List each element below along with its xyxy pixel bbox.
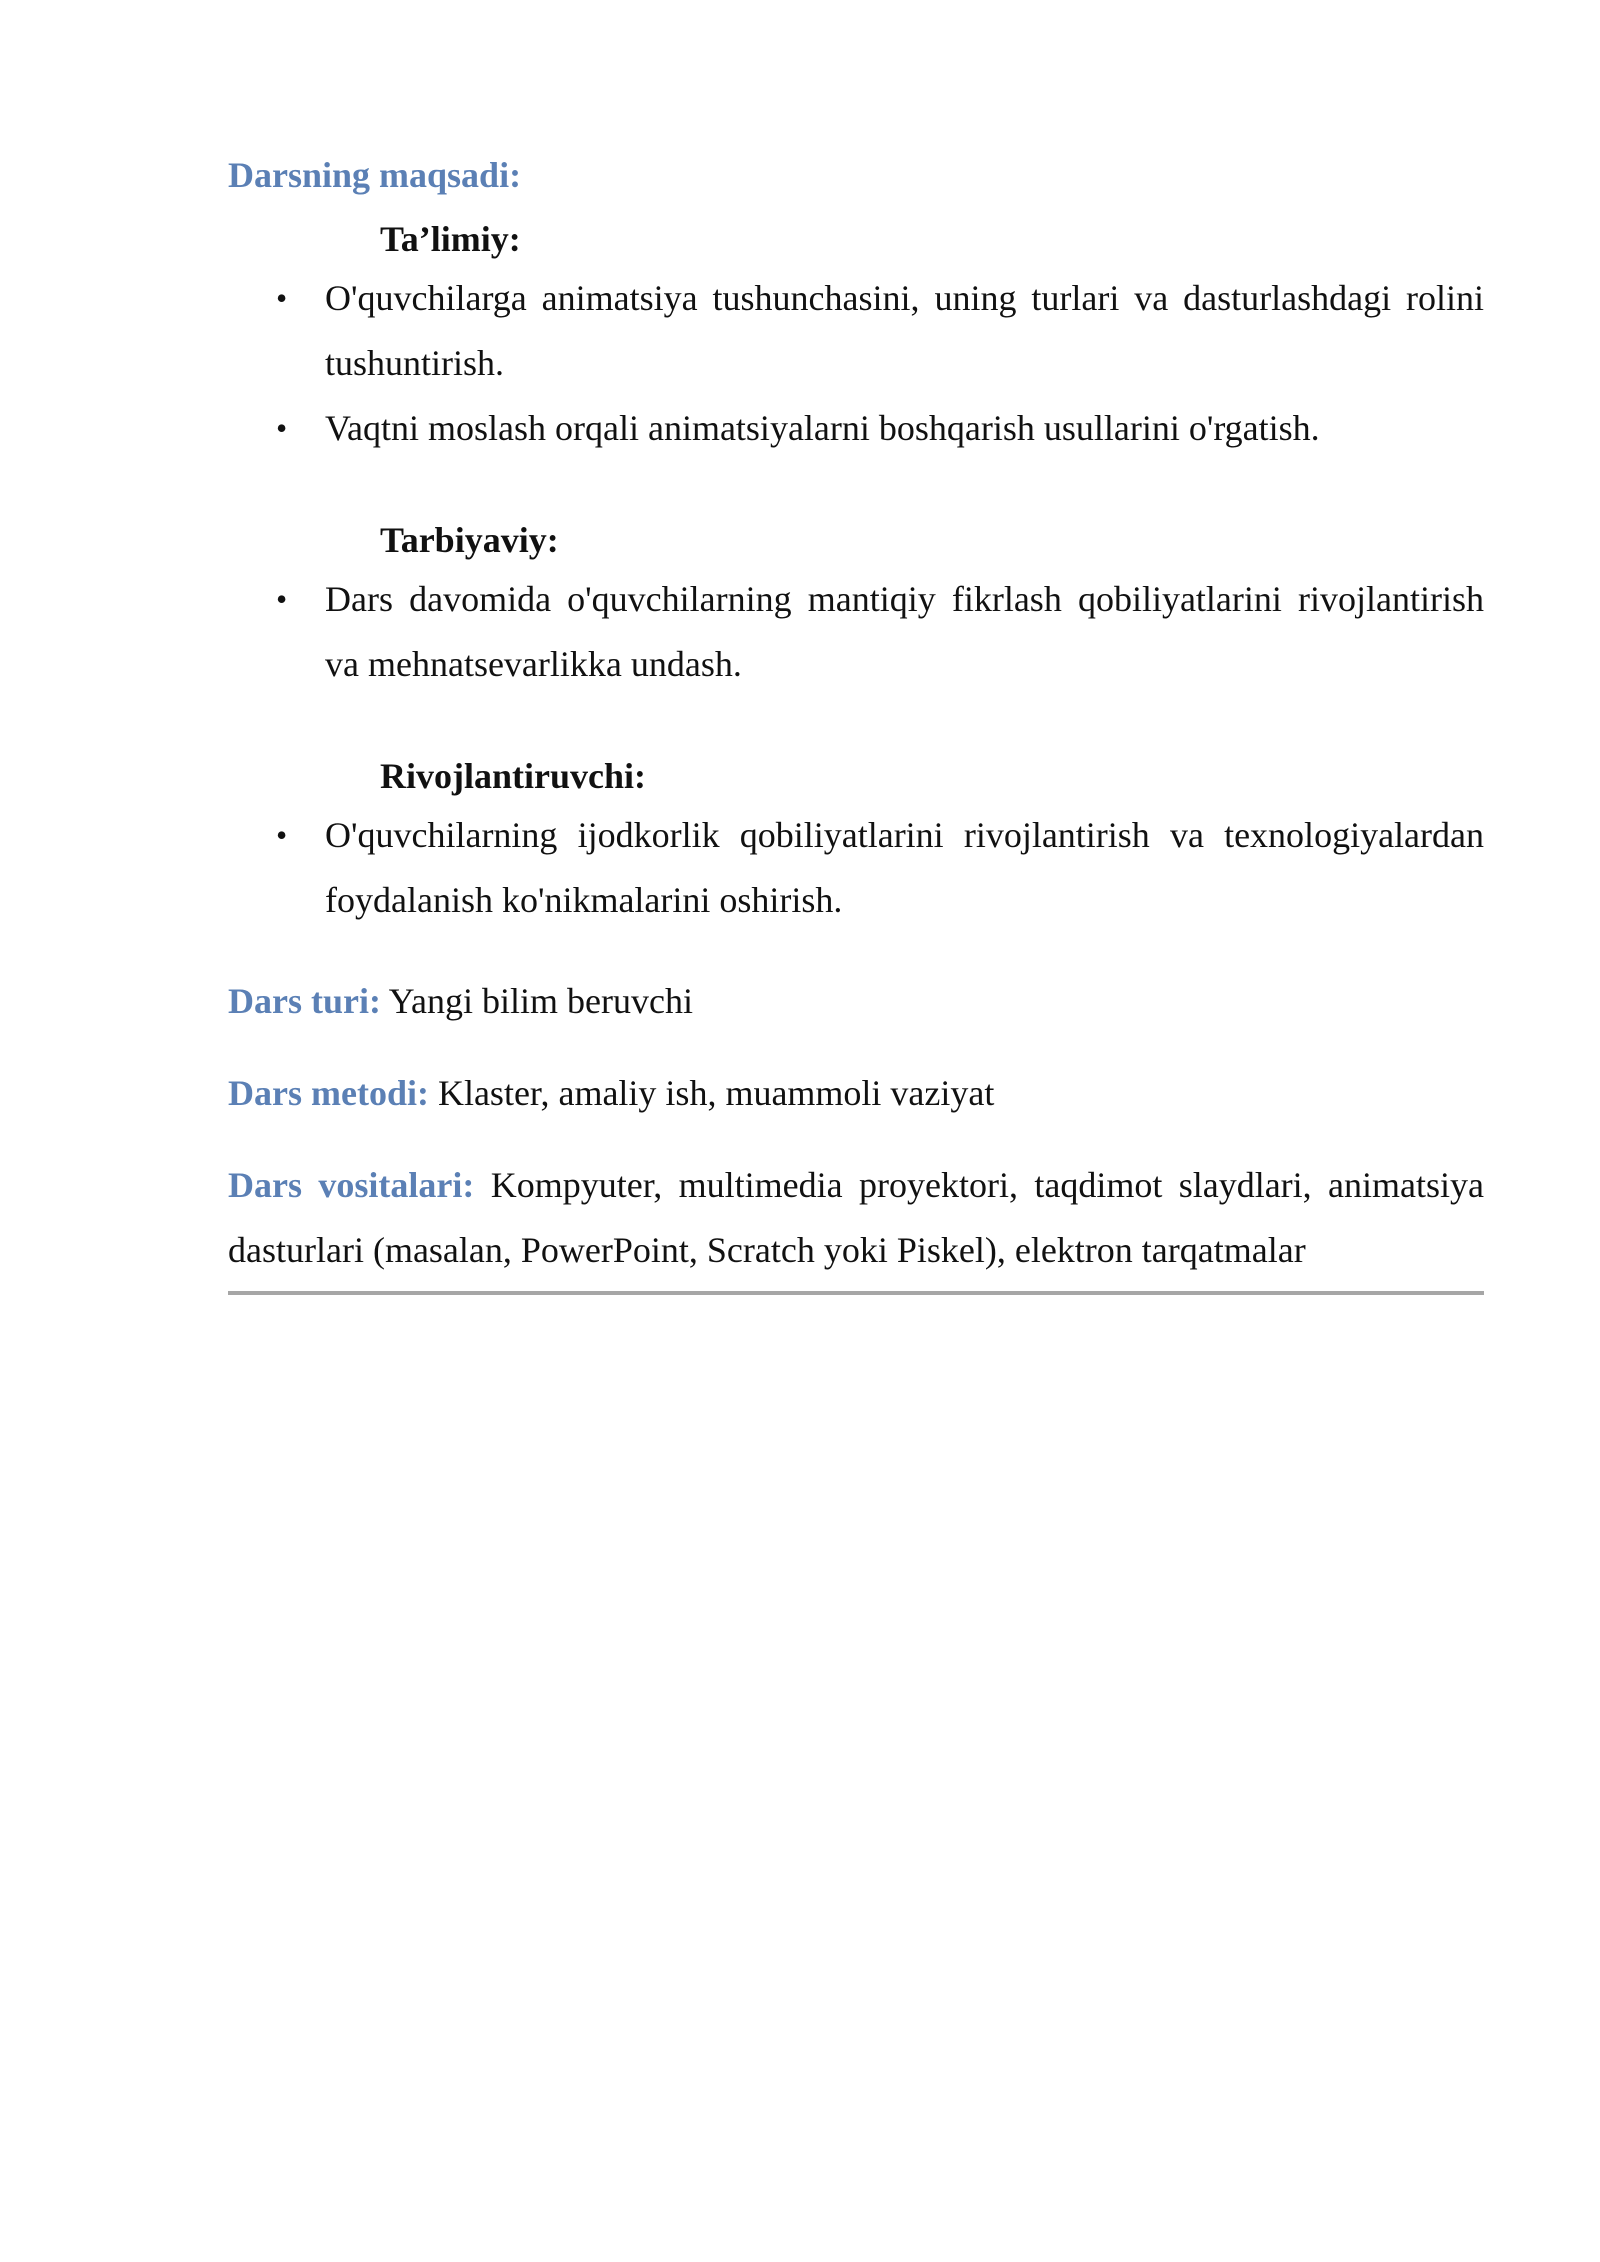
bullet-icon: • — [276, 581, 288, 617]
dars-metodi-line — [228, 1061, 1484, 1126]
document-content — [228, 148, 1484, 1295]
dars-turi-line — [228, 969, 1484, 1034]
dars-vositalari-label: Dars vositalari: — [228, 1165, 475, 1205]
talimiy-list — [228, 266, 1484, 461]
bullet-icon: • — [276, 817, 288, 853]
talimiy-heading: Ta’limiy: — [380, 219, 521, 259]
dars-metodi-label: Dars metodi: — [228, 1073, 429, 1113]
list-item — [228, 266, 1484, 396]
dars-turi-value: Yangi bilim beruvchi — [388, 981, 693, 1021]
tarbiyaviy-heading: Tarbiyaviy: — [380, 520, 559, 560]
dars-vositalari-line — [228, 1153, 1484, 1283]
list-item — [228, 396, 1484, 461]
dars-metodi-value: Klaster, amaliy ish, muammoli vaziyat — [437, 1073, 995, 1113]
objectives-heading: Darsning maqsadi: — [228, 155, 522, 195]
bullet-icon: • — [276, 410, 288, 446]
rivojlantiruvchi-list — [228, 803, 1484, 933]
rivojlantiruvchi-heading: Rivojlantiruvchi: — [380, 756, 646, 796]
list-item-text: O'quvchilarga animatsiya tushunchasini, uning turlari va dasturlashdagi rolini tushuntirish. — [325, 278, 1484, 383]
horizontal-rule — [228, 1291, 1484, 1295]
list-item — [228, 567, 1484, 697]
list-item-text: Dars davomida o'quvchilarning mantiqiy fikrlash qobiliyatlarini rivojlantirish va mehnatsevarlikka undash. — [325, 579, 1484, 684]
list-item — [228, 803, 1484, 933]
dars-vositalari-value: Kompyuter, multimedia proyektori, taqdimot slaydlari, animatsiya dasturlari (masalan, PowerPoint, Scratch yoki Piskel), elektron tarqatmalar — [228, 1165, 1484, 1270]
tarbiyaviy-list — [228, 567, 1484, 697]
dars-turi-label: Dars turi: — [228, 981, 381, 1021]
list-item-text: Vaqtni moslash orqali animatsiyalarni boshqarish usullarini o'rgatish. — [325, 408, 1320, 448]
list-item-text: O'quvchilarning ijodkorlik qobiliyatlarini rivojlantirish va texnologiyalardan foydalanish ko'nikmalarini oshirish. — [325, 815, 1484, 920]
bullet-icon: • — [276, 280, 288, 316]
